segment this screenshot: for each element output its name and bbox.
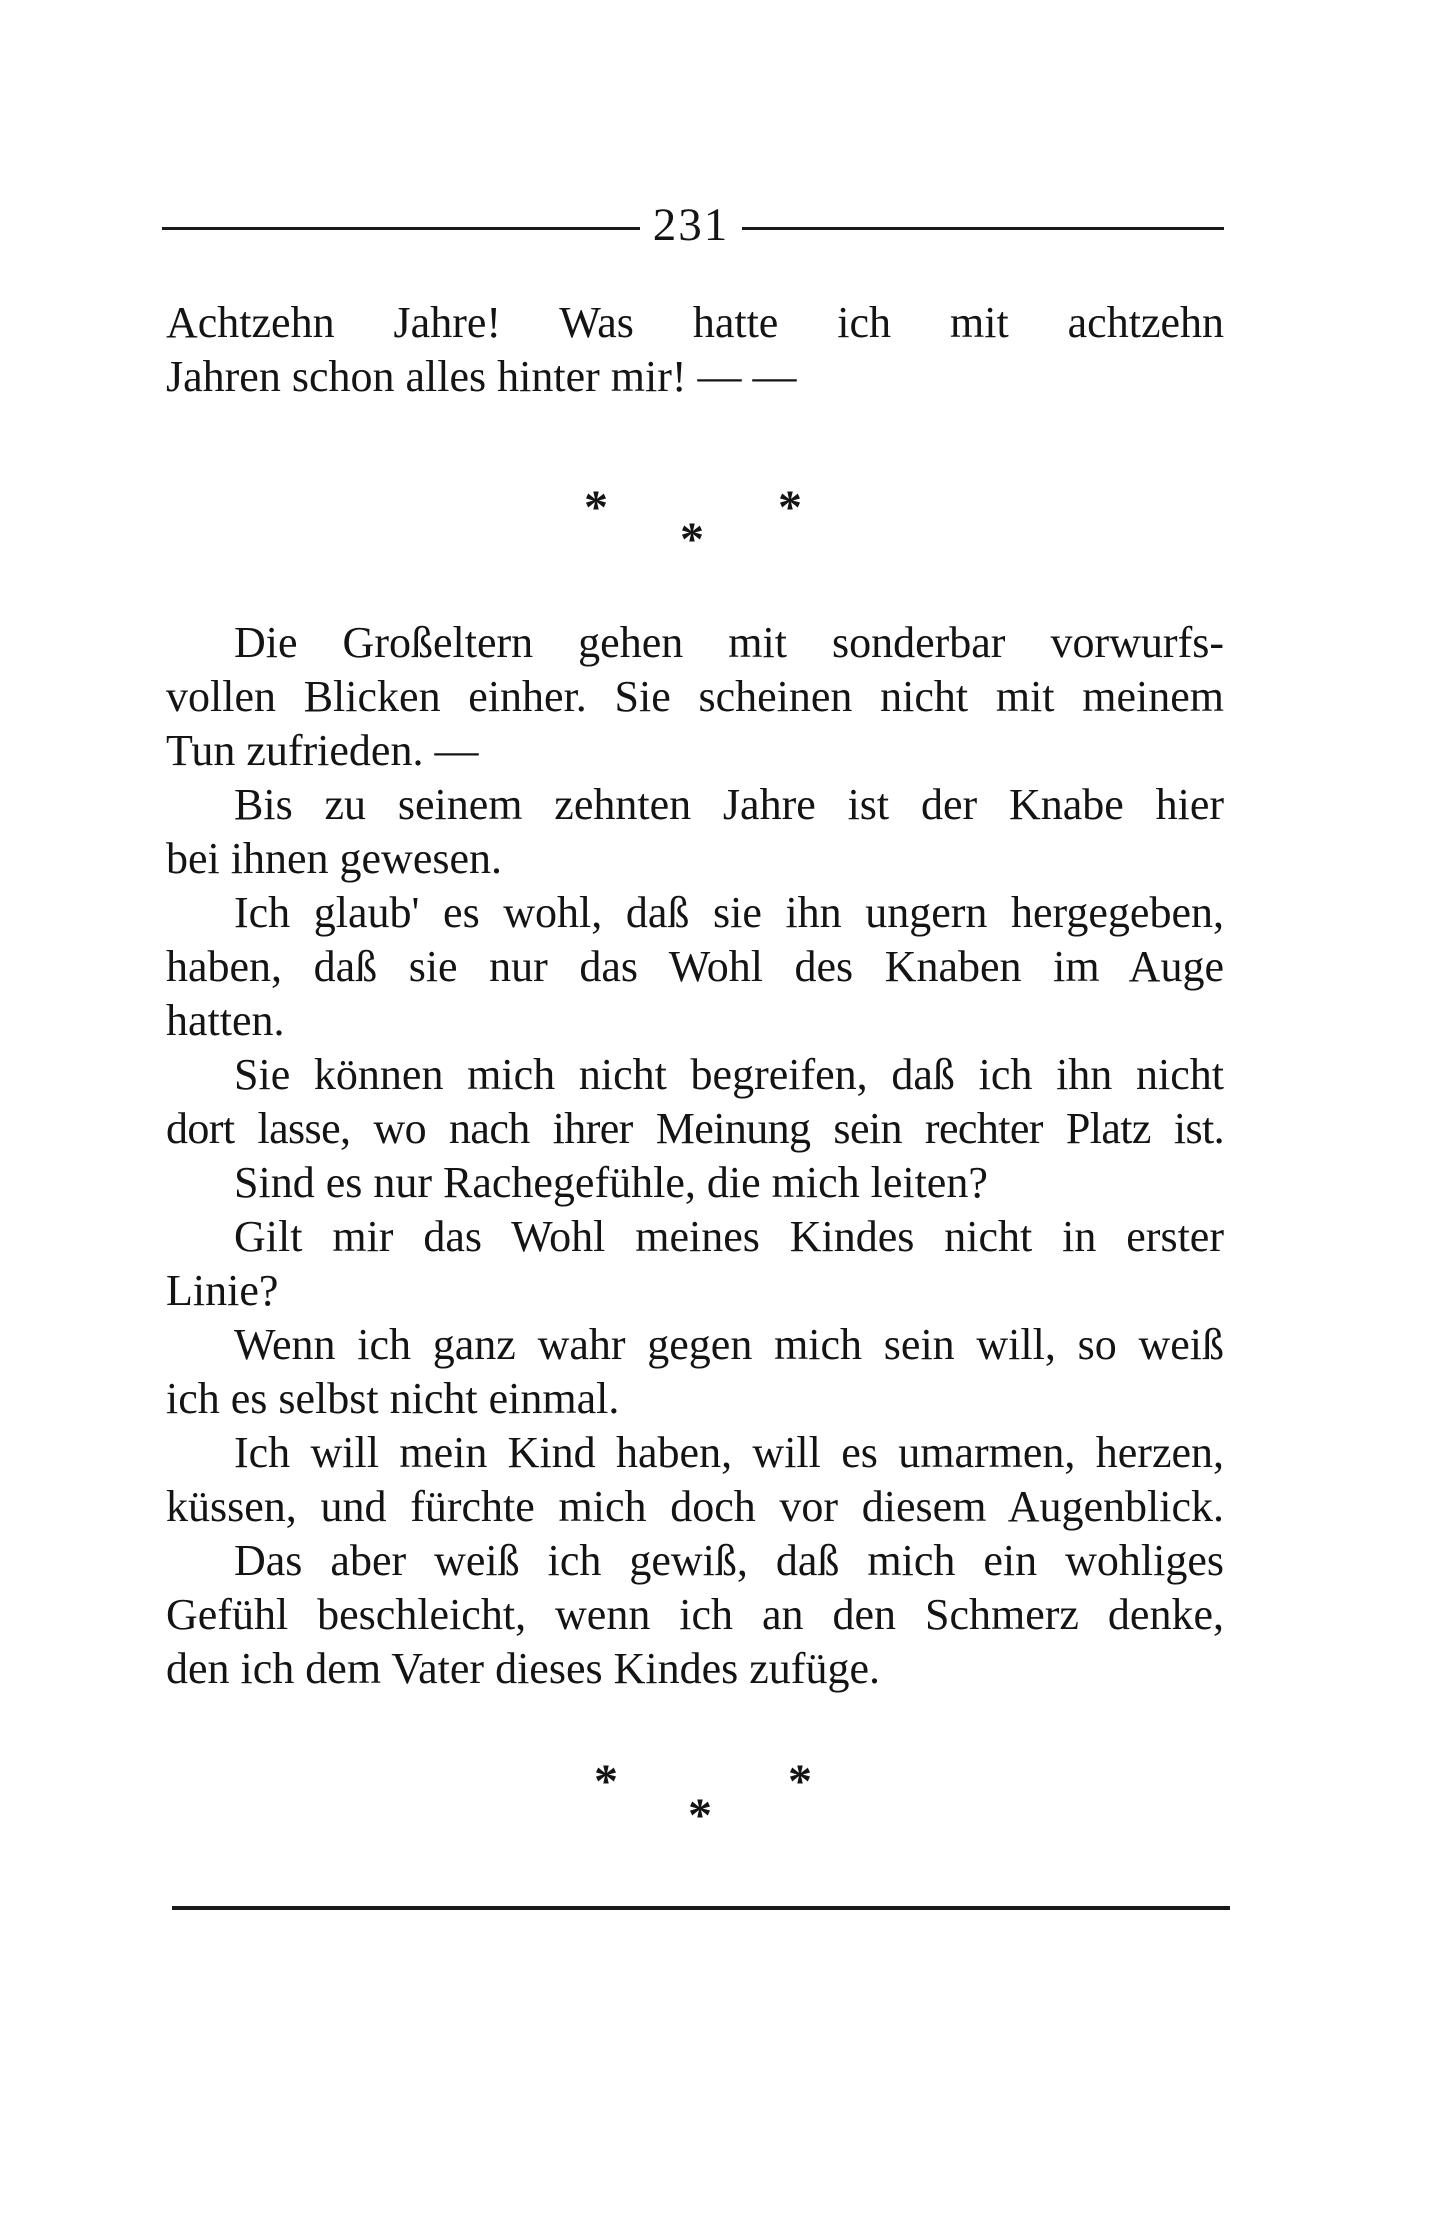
text-line: Wenn ich ganz wahr gegen mich sein will, so weiß bbox=[234, 1320, 1224, 1369]
text-line: Tun zufrieden. — bbox=[166, 726, 479, 775]
asterism-star: * bbox=[594, 1755, 618, 1808]
text-line: vollen Blicken einher. Sie scheinen nicht mit meinem bbox=[166, 672, 1224, 721]
asterism-star: * bbox=[688, 1789, 712, 1842]
text-line: Bis zu seinem zehnten Jahre ist der Knabe hier bbox=[234, 780, 1224, 829]
text-line: Ich will mein Kind haben, will es umarmen, herzen, bbox=[234, 1428, 1224, 1477]
text-line: Sind es nur Rachegefühle, die mich leiten? bbox=[234, 1158, 988, 1207]
section-2-text bbox=[166, 616, 1224, 1696]
text-line: Ich glaub' es wohl, daß sie ihn ungern hergegeben, bbox=[234, 888, 1224, 937]
text-line: dort lasse, wo nach ihrer Meinung sein rechter Platz ist. bbox=[166, 1104, 1224, 1153]
text-line: Sie können mich nicht begreifen, daß ich ihn nicht bbox=[234, 1050, 1224, 1099]
text-line: bei ihnen gewesen. bbox=[166, 834, 502, 883]
asterism-star: * bbox=[584, 481, 608, 534]
text-line: haben, daß sie nur das Wohl des Knaben im Auge bbox=[166, 942, 1224, 991]
asterism-star: * bbox=[680, 513, 704, 566]
text-line: Linie? bbox=[166, 1266, 279, 1315]
page-header bbox=[162, 195, 1224, 255]
text-line: ich es selbst nicht einmal. bbox=[166, 1374, 620, 1423]
text-line: den ich dem Vater dieses Kindes zufüge. bbox=[166, 1644, 880, 1693]
text-line: Das aber weiß ich gewiß, daß mich ein wohliges bbox=[234, 1536, 1224, 1585]
text-line: Gefühl beschleicht, wenn ich an den Schmerz denke, bbox=[166, 1590, 1224, 1639]
asterism-star: * bbox=[788, 1755, 812, 1808]
bottom-rule bbox=[172, 1906, 1230, 1910]
text-line: Achtzehn Jahre! Was hatte ich mit achtzehn bbox=[166, 298, 1224, 347]
text-line: küssen, und fürchte mich doch vor diesem Augenblick. bbox=[166, 1482, 1224, 1531]
text-line: Jahren schon alles hinter mir! — — bbox=[166, 352, 797, 401]
text-line: Gilt mir das Wohl meines Kindes nicht in erster bbox=[234, 1212, 1224, 1261]
text-line: Die Großeltern gehen mit sonderbar vorwurfs- bbox=[234, 618, 1224, 667]
header-rule-left bbox=[162, 227, 640, 230]
page-number: 231 bbox=[652, 199, 730, 251]
section-1-text bbox=[166, 296, 1224, 404]
text-line: hatten. bbox=[166, 996, 285, 1045]
asterism-star: * bbox=[778, 481, 802, 534]
header-rule-right bbox=[742, 227, 1224, 230]
